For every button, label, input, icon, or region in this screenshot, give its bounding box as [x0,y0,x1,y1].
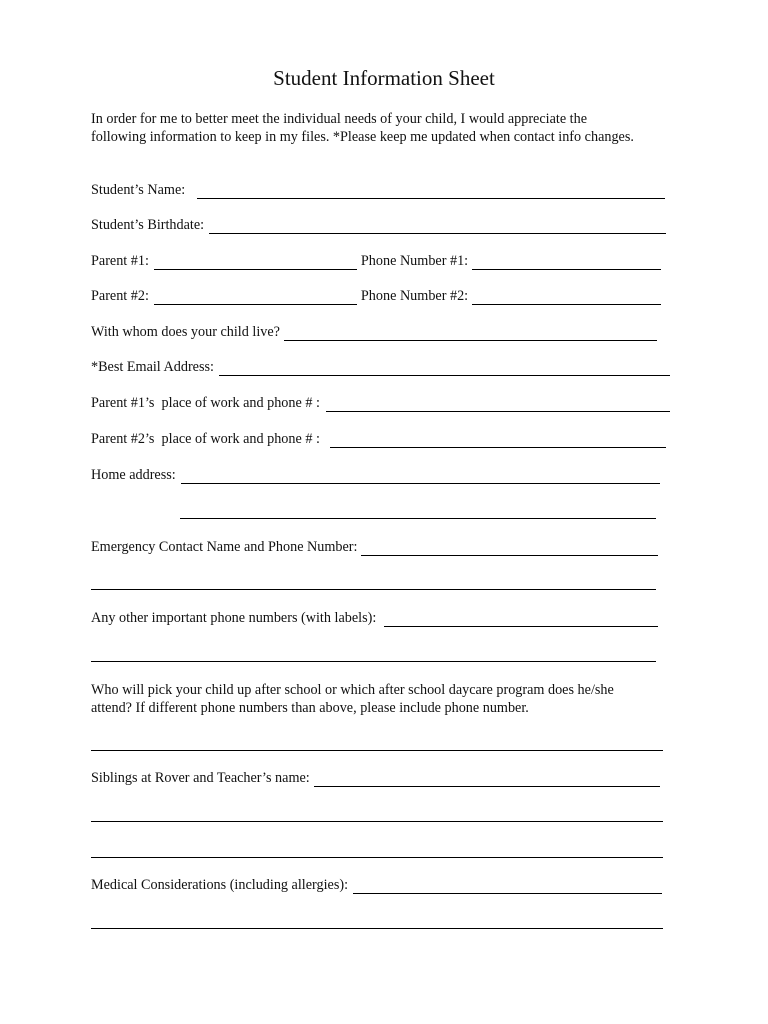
parent1-blank[interactable] [154,255,357,270]
other-phones-row [91,609,658,627]
emergency-contact-blank[interactable] [361,541,658,556]
siblings-label: Siblings at Rover and Teacher’s name: [91,770,310,786]
siblings-line-2[interactable] [91,821,663,822]
phone2-label: Phone Number #2: [360,288,469,304]
siblings-blank[interactable] [314,772,660,787]
parent1-row [91,252,661,270]
parent1-work-blank[interactable] [326,397,670,412]
student-birthdate-row [91,216,666,234]
pickup-line-2: attend? If different phone numbers than above, please include phone number. [91,700,529,716]
intro-paragraph [91,110,691,146]
student-birthdate-label: Student’s Birthdate: [91,217,205,233]
student-name-label: Student’s Name: [91,182,186,198]
phone2-blank[interactable] [472,290,661,305]
home-address-label: Home address: [91,467,176,483]
pickup-question [91,681,691,717]
medical-line-2[interactable] [91,928,663,929]
parent2-label: Parent #2: [91,288,149,304]
siblings-line-3[interactable] [91,857,663,858]
email-row [91,358,670,376]
home-address-row [91,466,660,484]
email-label: *Best Email Address: [91,359,214,375]
medical-row [91,876,662,894]
parent1-label: Parent #1: [91,253,149,269]
parent2-work-label: Parent #2’s place of work and phone # : [91,431,320,447]
pickup-line-1: Who will pick your child up after school or which after school daycare program does he/she [91,682,614,698]
parent2-blank[interactable] [154,290,357,305]
page-title: Student Information Sheet [273,66,495,90]
emergency-contact-row [91,538,658,556]
lives-with-blank[interactable] [284,326,657,341]
parent1-work-label: Parent #1’s place of work and phone # : [91,395,320,411]
pickup-answer-line[interactable] [91,750,663,751]
other-phones-line-2[interactable] [91,661,656,662]
student-name-row [91,181,665,199]
parent1-work-row [91,394,670,412]
phone1-label: Phone Number #1: [360,253,469,269]
student-birthdate-blank[interactable] [209,219,666,234]
phone1-blank[interactable] [472,255,661,270]
lives-with-label: With whom does your child live? [91,324,280,340]
parent2-work-row [91,430,666,448]
siblings-row [91,769,660,787]
medical-blank[interactable] [353,879,662,894]
intro-line-1: In order for me to better meet the individual needs of your child, I would appreciate the [91,111,587,127]
lives-with-row [91,323,657,341]
intro-line-2: following information to keep in my files. *Please keep me updated when contact info changes. [91,129,634,145]
medical-label: Medical Considerations (including allergies): [91,877,349,893]
emergency-contact-line-2[interactable] [91,589,656,590]
home-address-line-2[interactable] [180,518,656,519]
student-name-blank[interactable] [197,184,665,199]
home-address-blank[interactable] [181,469,660,484]
other-phones-label: Any other important phone numbers (with labels): [91,610,377,626]
email-blank[interactable] [219,361,670,376]
other-phones-blank[interactable] [384,612,658,627]
parent2-row [91,287,661,305]
parent2-work-blank[interactable] [330,433,666,448]
emergency-contact-label: Emergency Contact Name and Phone Number: [91,539,358,555]
